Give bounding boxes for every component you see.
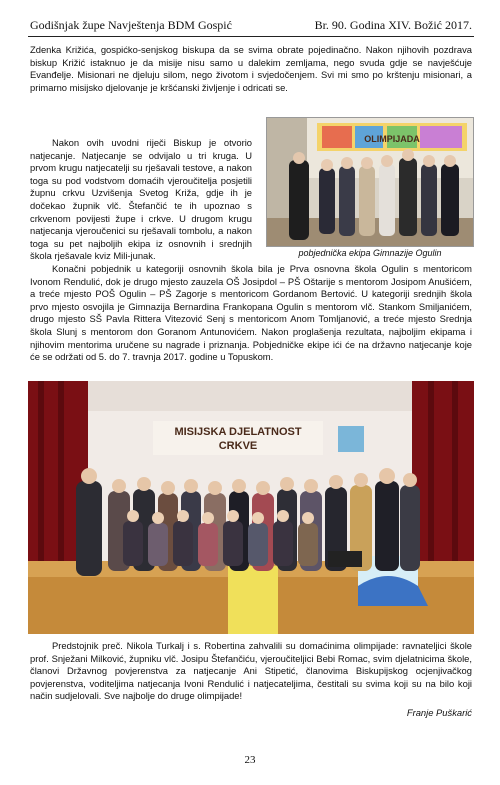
paragraph-competition xyxy=(30,137,252,263)
page-number: 23 xyxy=(244,754,256,766)
header-issue: Br. 90. Godina XIV. Božić 2017. xyxy=(314,18,472,32)
author-signature: Franje Puškarić xyxy=(406,707,472,718)
sign-line-2: CRKVE xyxy=(218,440,258,452)
paragraph-intro: Zdenka Križića, gospićko-senjskog biskupa da se svima obrate pojedinačno. Nakon njihovih pozdrava biskup Križić istaknuo je da misije nisu samo u dalekim zemljama, nego svuda gdje se navješćuje Evanđelje. Misionari ne djeluju silom, nego životom i svjedočenjem. Svi mi smo po krštenju misionari, a primarno misijsko djelovanje je kršćanski življenje i odricati se. xyxy=(30,44,472,93)
paragraph-competition-text: Nakon ovih uvodni riječi Biskup je otvorio natjecanje. Natjecanje se odvijalo u tri kruga. U prvom krugu natjecatelji su rješavali testove, a nakon toga su pod vodstvom domaćih vjeroučitelja posjetili župnu crkvu Uzvišenja Svetog Križa, gdje ih je dočekao župnik vlč. Štefančić te ih upoznao s crkvenom povijesti župe i crkve. U drugom krugu natjecanja vjeroučenici su rješavali tombolu, a nakon toga su pet najboljih ekipa iz osnovnih i srednjih škola rješavale kviz Mili-junak. xyxy=(30,137,252,262)
photo-caption: pobjednička ekipa Gimnazije Ogulin xyxy=(298,248,442,258)
winning-team-photo xyxy=(266,117,474,247)
running-header xyxy=(30,18,472,34)
olimpijada-banner: OLIMPIJADA xyxy=(364,134,420,144)
group-photo xyxy=(28,381,474,634)
paragraph-thanks: Predstojnik preč. Nikola Turkalj i s. Robertina zahvalili su domaćinima olimpijade: ravnateljici škole prof. Snježani Milković, župniku vlč. Josipu Štefančiću, vjeroučiteljici Bebi Romac, svim djelatnicima škole, članovi Državnog povjerenstva za natjecanje Ani Stipetić, članovima Biskupijskog ocjenjivačkog povjerenstva, voditeljima natjecanja Ivoni Rendulić i natjecateljima, čestitali su svima koji su na bilo koji način sudjelovali. Sve najbolje do druge olimpijade! xyxy=(30,640,472,702)
paragraph-results: Konačni pobjednik u kategoriji osnovnih škola bila je Prva osnovna škola Ogulin s mentoricom Ivonom Rendulić, dok je drugo mjesto zauzela OŠ Josipdol – PŠ Oštarije s mentorom Josipom Anušićem, a treće mjesto POŠ Ogulin – PŠ Zagorje s mentoricom Gordanom Bertović. U kategoriji srednjih škola prvo mjesto osvojila je Gimnazija Bernardina Frankopana Ogulin s mentorom vlč. Stankom Smiljanićem, drugo mjesto SŠ Pavla Rittera Vitezović Senj s mentoricom Anom Tomljanović, a treće mjesto Srednja škola Slunj s mentorom don Goranom Antunovićem. Nakon proglašenja rezultata, najboljim ekipama i njihovim mentorima uručene su nagrade i priznanja. Pobjedničke ekipe ići će na državno natjecanje koje će se održati od 5. do 7. travnja 2017. godine u Topuskom. xyxy=(30,263,472,363)
sign-line-1: MISIJSKA DJELATNOST xyxy=(174,426,302,438)
header-rule xyxy=(28,36,474,37)
header-publication: Godišnjak župe Navještenja BDM Gospić xyxy=(30,18,232,32)
